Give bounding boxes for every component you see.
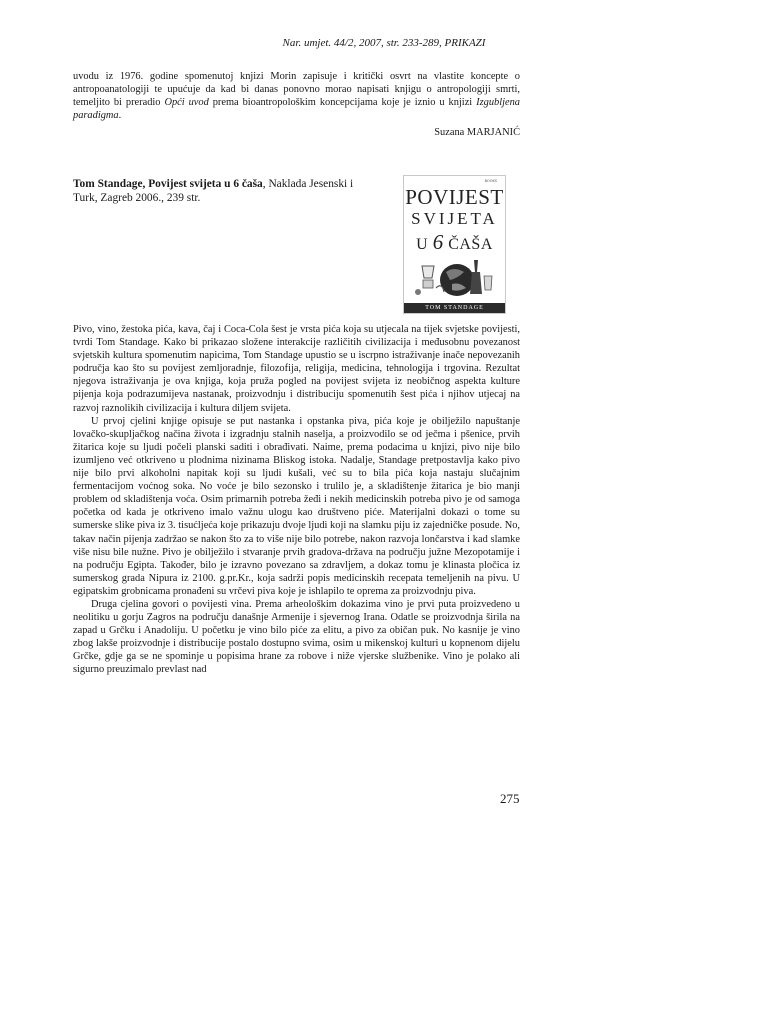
cover-author-band: TOM STANDAGE bbox=[404, 303, 505, 313]
glass-icon bbox=[484, 276, 492, 290]
previous-review-paragraph bbox=[73, 70, 520, 122]
review-book-publication: , Naklada Jesenski i Turk, Zagreb 2006., 239 str. bbox=[73, 178, 354, 204]
book-cover-image bbox=[403, 175, 506, 314]
bottle-icon bbox=[470, 272, 482, 294]
decorative-dot bbox=[415, 289, 421, 295]
body-paragraph: Druga cjelina govori o povijesti vina. Prema arheološkim dokazima vino je prvi puta proizvedeno u neolitiku u gorju Zagros na području današnje Armenije i sjevernog Irana. Odatle se proizvodnja širila na zapad u Grčku i Anadoliju. U početku je vino bilo piće za elitu, a pivo za običan puk. No kasnije je vino zbog lakše proizvodnje i distribucije postalo dostupno svima, osim u mikenskoj kulturi u kopnenom dijelu Grčke, gdje ga se ne spominje u popisima hrane za robove i niže vjerske službenike. Vino je polako ali sigurno preuzimalo prevlast nad bbox=[73, 598, 520, 676]
cover-title-line: POVIJEST bbox=[405, 185, 504, 209]
cover-title-number: 6 bbox=[432, 230, 444, 254]
review-book-author-title: Tom Standage, Povijest svijeta u 6 čaša bbox=[73, 178, 263, 190]
previous-review-ending bbox=[73, 70, 520, 122]
book-title-italic: Opći uvod bbox=[164, 97, 209, 109]
cover-title-line: SVIJETA bbox=[411, 209, 498, 228]
cup-icon bbox=[423, 280, 433, 288]
cover-title-part: ČAŠA bbox=[443, 236, 493, 253]
cover-title-part: U bbox=[416, 236, 433, 253]
review-body bbox=[73, 323, 520, 677]
cover-publisher-label: BOOKS bbox=[484, 179, 497, 183]
cover-illustration bbox=[414, 252, 496, 302]
book-title-italic: Izgubljena paradigma bbox=[73, 97, 520, 122]
glass-icon bbox=[422, 266, 434, 278]
page-number: 275 bbox=[500, 791, 520, 806]
running-header: Nar. umjet. 44/2, 2007, str. 233-289, PRIKAZI bbox=[282, 37, 486, 49]
intro-text-part: . bbox=[118, 110, 122, 122]
body-paragraph: U prvoj cjelini knjige opisuje se put nastanka i opstanka piva, pića koje je obilježilo napuštanje lovačko-skupljačkog načina života i izgradnju stalnih naselja, a proizvodilo se od ječma i pšenice, prvih žitarica koje su ljudi počeli planski saditi i obrađivati. Naime, prema podacima u knjizi, pivo nije bilo izumljeno već otkriveno u plodnima nizinama Bliskog istoka. Nadalje, Standage pretpostavlja kako pivo nije bilo prvi alkoholni napitak koji su ljudi kušali, već su to bila pića koja nastaju slučajnim fermentacijom voćnog soka. No voće je bilo sezonsko i trulilo je, a skladištenje žitarica je bio manji problem od skladištenja voća. Osim primarnih potreba žeđi i nekih medicinskih potreba pivo je od samoga početka od kada je otkriveno imalo važnu ulogu kao društveno piće. Materijalni dokazi o tome su sumerske slike piva iz 3. tisućljeća koje prikazuju dvoje ljudi koji na slamku piju iz zajedničke posude. No, takav način pijenja zadržao se nakon što za to više nije bilo potrebe, nakon razvoja lončarstva i kad slamke više nisu bile nužne. Pivo je obilježilo i stvaranje prvih gradova-država na području južne Mezopotamije i na području Egipta. Također, bilo je izravno povezano sa zdravljem, a dokaz tomu je klinasta pločica iz sumerskog grada Nipura iz 2100. g.pr.Kr., koja sadrži popis medicinskih recepata temeljenih na pivu. U egipatskim grobnicama pronađeni su vrčevi piva koje je ishlapilo te oprema za proizvodnju piva. bbox=[73, 415, 520, 597]
globe-icon bbox=[440, 264, 474, 296]
bottle-icon bbox=[474, 260, 478, 272]
body-paragraph: Pivo, vino, žestoka pića, kava, čaj i Coca-Cola šest je vrsta pića koja su utjecala na tijek svjetske povijesti, tvrdi Tom Standage. Kako bi prikazao složene interakcije različitih civilizacija i međusobnu povezanost svjetskih kultura spomenutim napicima, Tom Standage upustio se u iscrpno istraživanje inače nepovezanih područja kao što su povijest zemljoradnje, filozofija, religija, medicina, tehnologija i trgovina. Rezultat njegova istraživanja je ova knjiga, koja pruža pogled na povijest svijeta iz neobičnog aspekta kulture pijenja koja podrazumijeva nastanak, proizvodnju i distribuciju spomenutih šest pića i njihov utjecaj na razvoj raznolikih civilizacija i kultura diljem svijeta. bbox=[73, 324, 520, 414]
intro-text-part: prema bioantropološkim koncepcijama koje je iznio u knjizi bbox=[208, 97, 477, 109]
review-heading bbox=[73, 177, 363, 205]
intro-text-part: uvodu iz 1976. godine spomenutoj knjizi Morin zapisuje i kritički osvrt na vlastite koncepte o antropoanatologiji te upućuje da kad bi danas ponovno morao napisati knjigu o antropologiji smrti, temeljito bi preradio bbox=[73, 71, 520, 109]
reviewer-signature: Suzana MARJANIĆ bbox=[434, 127, 520, 138]
